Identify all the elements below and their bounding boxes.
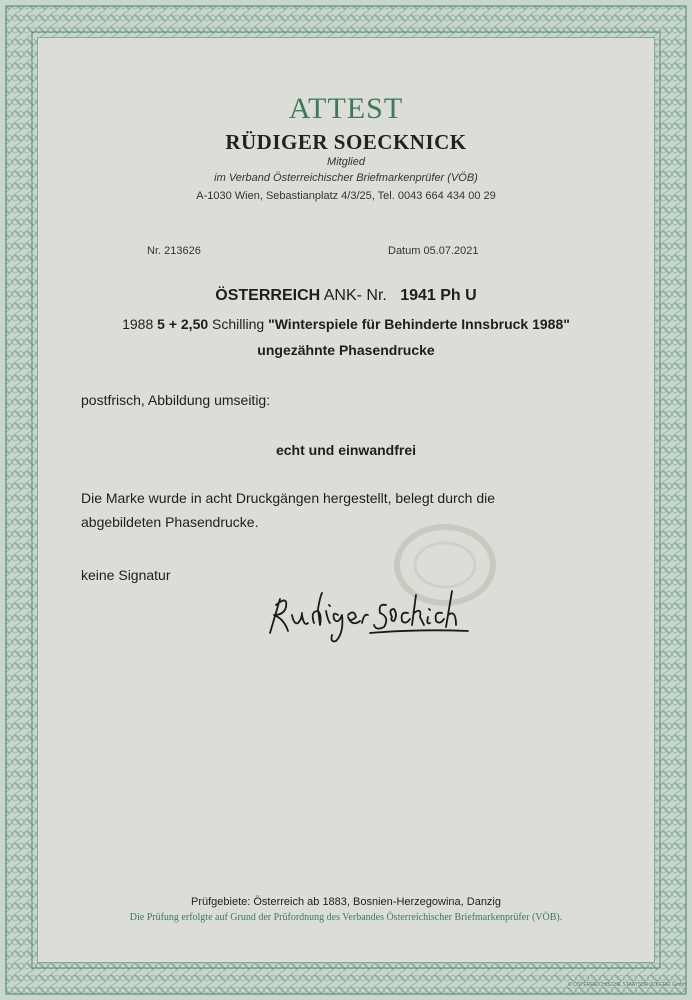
stamp-currency: Schilling — [212, 316, 265, 332]
examination-basis: Die Prüfung erfolgte auf Grund der Prüfordnung des Verbandes Österreichischer Briefmarkenprüfer (VÖB). — [129, 912, 563, 923]
stamp-catalog-line — [0, 287, 692, 305]
stamp-value: 5 + 2,50 — [157, 316, 209, 332]
stamp-variant: ungezähnte Phasendrucke — [257, 342, 435, 358]
association-label: im Verband Österreichischer Briefmarkenprüfer (VÖB) — [214, 172, 478, 184]
ank-label: ANK- Nr. — [323, 287, 387, 304]
certificate-number: Nr. 213626 — [147, 245, 201, 257]
stamp-country: ÖSTERREICH — [215, 287, 321, 304]
condition-text: postfrisch, Abbildung umseitig: — [81, 392, 271, 408]
examiner-address: A-1030 Wien, Sebastianplatz 4/3/25, Tel. 0043 664 434 00 29 — [196, 190, 496, 202]
member-label: Mitglied — [327, 156, 365, 168]
certificate-title: ATTEST — [288, 92, 404, 125]
handwritten-signature — [258, 585, 488, 645]
stamp-year: 1988 — [122, 316, 154, 332]
ank-number: 1941 Ph U — [400, 287, 477, 304]
stamp-issue: "Winterspiele für Behinderte Innsbruck 1988" — [268, 316, 570, 332]
verdict-text: echt und einwandfrei — [275, 442, 416, 458]
certificate-date: Datum 05.07.2021 — [388, 245, 479, 257]
printer-imprint: © ÖSTERREICHISCHE STAATSDRUCKEREI GmbH — [568, 982, 687, 988]
examiner-name: RÜDIGER SOECKNICK — [225, 130, 467, 154]
note-line-1: Die Marke wurde in acht Druckgängen hergestellt, belegt durch die — [81, 490, 496, 506]
stamp-description-line — [0, 316, 692, 332]
note-line-2: abgebildeten Phasendrucke. — [81, 514, 259, 530]
examination-fields: Prüfgebiete: Österreich ab 1883, Bosnien-Herzegowina, Danzig — [190, 896, 501, 908]
signature-note: keine Signatur — [81, 567, 171, 583]
